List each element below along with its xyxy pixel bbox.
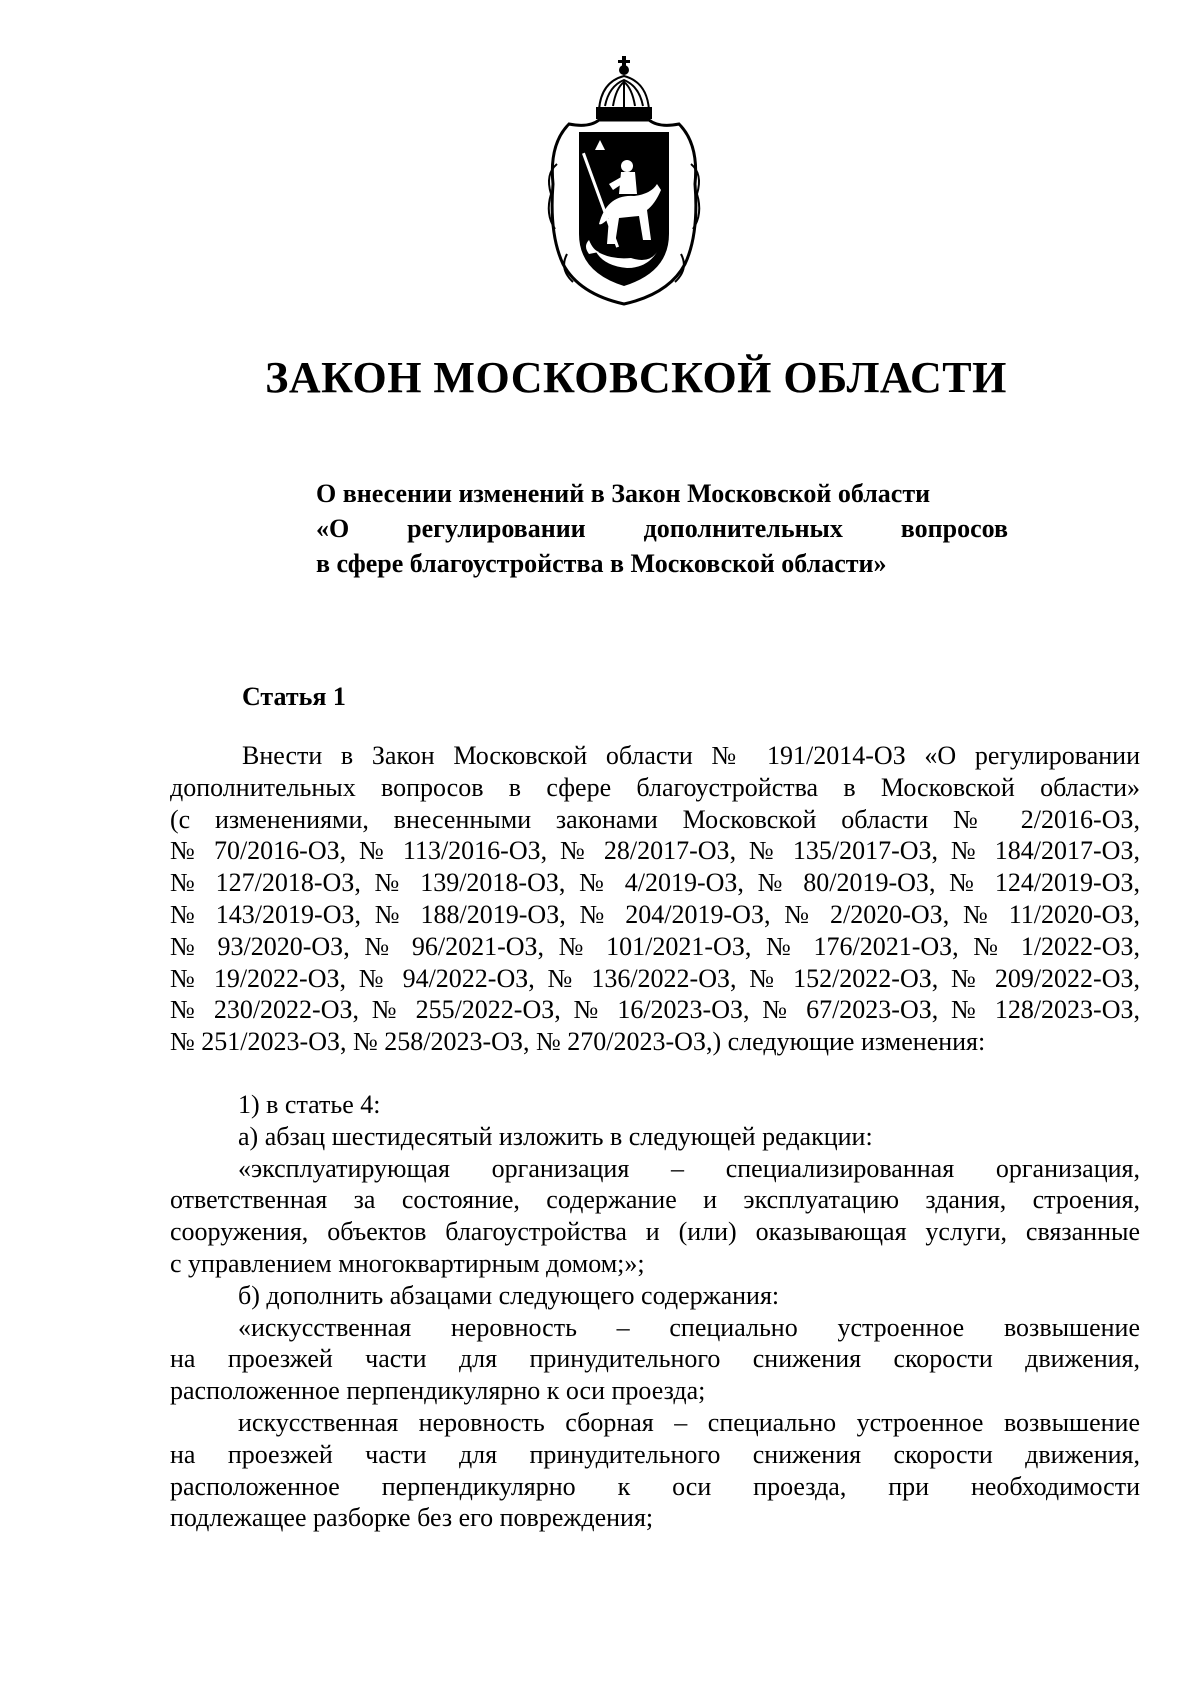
body-line: на проезжей части для принудительного снижения скорости движения, bbox=[170, 1344, 1140, 1374]
law-title: ЗАКОН МОСКОВСКОЙ ОБЛАСТИ bbox=[265, 353, 1007, 402]
body-line: а) абзац шестидесятый изложить в следующей редакции: bbox=[238, 1121, 873, 1151]
body-line: № 143/2019-ОЗ, № 188/2019-ОЗ, № 204/2019-ОЗ, № 2/2020-ОЗ, № 11/2020-ОЗ, bbox=[170, 899, 1140, 929]
body-line: искусственная неровность сборная – специально устроенное возвышение bbox=[238, 1407, 1140, 1437]
moscow-oblast-coat-of-arms-icon bbox=[539, 54, 709, 306]
body-line: сооружения, объектов благоустройства и (или) оказывающая услуги, связанные bbox=[170, 1217, 1140, 1247]
body-line: № 70/2016-ОЗ, № 113/2016-ОЗ, № 28/2017-ОЗ, № 135/2017-ОЗ, № 184/2017-ОЗ, bbox=[170, 836, 1140, 866]
paragraph-gap bbox=[170, 1058, 1140, 1089]
body-line: расположенное перпендикулярно к оси проезда, при необходимости bbox=[170, 1471, 1140, 1501]
body-line: «эксплуатирующая организация – специализированная организация, bbox=[238, 1153, 1140, 1183]
article-heading: Статья 1 bbox=[242, 682, 346, 711]
body-line: № 127/2018-ОЗ, № 139/2018-ОЗ, № 4/2019-ОЗ, № 80/2019-ОЗ, № 124/2019-ОЗ, bbox=[170, 868, 1140, 898]
body-line: № 93/2020-ОЗ, № 96/2021-ОЗ, № 101/2021-ОЗ, № 176/2021-ОЗ, № 1/2022-ОЗ, bbox=[170, 931, 1140, 961]
body-line: подлежащее разборке без его повреждения; bbox=[170, 1503, 654, 1533]
body-line: дополнительных вопросов в сфере благоустройства в Московской области» bbox=[170, 772, 1140, 802]
body-line: с управлением многоквартирным домом;»; bbox=[170, 1248, 645, 1278]
subtitle-line: «О регулировании дополнительных вопросов bbox=[316, 514, 1008, 543]
body-line: расположенное перпендикулярно к оси проезда; bbox=[170, 1376, 706, 1406]
subtitle-line: в сфере благоустройства в Московской области» bbox=[316, 549, 887, 578]
body-line: 1) в статье 4: bbox=[238, 1089, 381, 1119]
body-line: «искусственная неровность – специально устроенное возвышение bbox=[238, 1312, 1140, 1342]
law-subtitle bbox=[316, 476, 1008, 581]
body-line: ответственная за состояние, содержание и эксплуатацию здания, строения, bbox=[170, 1185, 1140, 1215]
article-body bbox=[170, 740, 1140, 1534]
body-line: б) дополнить абзацами следующего содержания: bbox=[238, 1280, 780, 1310]
coat-of-arms-emblem bbox=[539, 54, 709, 306]
body-line: № 251/2023-ОЗ, № 258/2023-ОЗ, № 270/2023-ОЗ,) следующие изменения: bbox=[170, 1027, 986, 1057]
body-line: № 19/2022-ОЗ, № 94/2022-ОЗ, № 136/2022-ОЗ, № 152/2022-ОЗ, № 209/2022-ОЗ, bbox=[170, 963, 1140, 993]
body-line: № 230/2022-ОЗ, № 255/2022-ОЗ, № 16/2023-ОЗ, № 67/2023-ОЗ, № 128/2023-ОЗ, bbox=[170, 995, 1140, 1025]
subtitle-line: О внесении изменений в Закон Московской области bbox=[316, 479, 931, 508]
body-line: на проезжей части для принудительного снижения скорости движения, bbox=[170, 1439, 1140, 1469]
body-line: Внести в Закон Московской области № 191/2014-ОЗ «О регулировании bbox=[242, 741, 1140, 770]
body-line: (с изменениями, внесенными законами Московской области № 2/2016-ОЗ, bbox=[170, 804, 1140, 834]
